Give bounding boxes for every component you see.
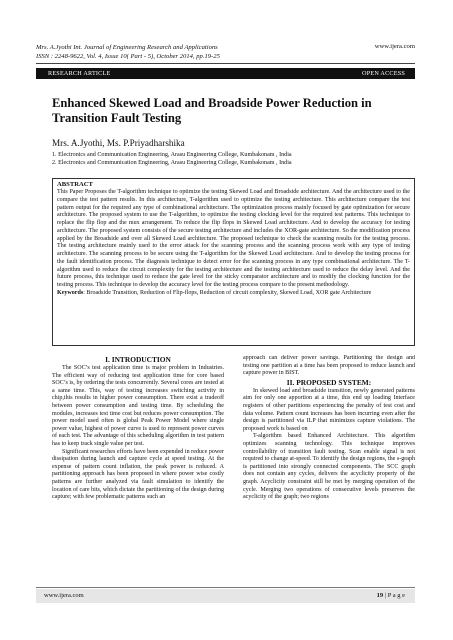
abstract-box (52, 178, 415, 346)
proposed-paragraph-1: In skewed load and broadside transition, newly generated patterns aim for only one apportion at a time, this end up loading Interface registers of other partitions experiencing the penalty of test cost and data volume. Pattern count increases has been incurring even after the design is partitioned via ILP that minimizes capture violations. The proposed work is based on (243, 387, 415, 432)
open-access-label: OPEN ACCESS (362, 70, 405, 77)
page-number-value: 19 (376, 592, 384, 599)
issn-line: ISSN : 2248-9622, Vol. 4, Issue 10( Part - 5), October 2014, pp.19-25 (36, 53, 220, 60)
page-number (377, 591, 405, 601)
left-column (52, 355, 224, 583)
page-footer (36, 589, 415, 603)
keywords-text: : Broadside Transition, Reduction of Flip-flops, Reduction of circuit complexity, Skewed Load, XOR gate Architecture (83, 289, 372, 296)
keywords-label: Keywords (57, 289, 84, 296)
article-type-band (36, 68, 415, 79)
affiliations (52, 151, 412, 167)
page-label: | P a g e (383, 592, 405, 599)
paper-title: Enhanced Skewed Load and Broadside Power Reduction in Transition Fault Testing (52, 96, 372, 125)
keywords (57, 290, 410, 298)
affiliation-1: 1. Electronics and Communication Engineering, Arasu Engineering College, Kumbakonam , India (52, 152, 292, 158)
running-header (36, 43, 220, 61)
author-list: Mrs. A.Jyothi, Ms. P.Priyadharshika (52, 138, 185, 148)
header-divider (36, 63, 415, 64)
header-site-link[interactable]: www.ijera.com (374, 43, 415, 50)
intro-paragraph-1: The SOC’s test application time is major problem in Industries. The efficient way of reducing test application time for core based SOC’s is, by ordering the tests concurrently. Several cores are tested at a same time. This, way of testing increases switching activity in chip,this results in higher power consumption. There exist a tradeoff between power consumption and testing time. By scheduling the modules, increases test time cost but reduces power consumption. The power model used often is global Peak Power Model where single power value, highest of power curve is used to represent power curves of each test. The advantage of this scheduling algorithm in test pattern has to keep track single value per test. (52, 365, 224, 447)
intro-paragraph-continued: approach can deliver power savings. Partitioning the design and testing one partition at a time has been proposed to reduce launch and capture power in BIST. (243, 355, 415, 377)
research-article-label: RESEARCH ARTICLE (48, 70, 111, 77)
journal-line: Mrs. A.Jyothi Int. Journal of Engineering Research and Applications (36, 44, 218, 51)
right-column (243, 355, 415, 583)
proposed-system-heading: II. PROPOSED SYSTEM: (286, 377, 372, 387)
abstract-text: This Paper Proposes the T-algorithm technique to optimize the testing Skewed Load and Broadside architecture. And the architecture used to the compare the test pattern results. In this architecture, T-algorithm used to optimize the testing architecture. This architecture compare the test pattern output for the required any type of combinational architecture. The optimization process mainly focused by gate optimization for secure architecture. The proposed system to use the T-algorithm, to optimize the testing clocking level for the required test patterns. This technique to replace the flip flop and the mux arrangement. To reduce the flip flops in Skewed Load architecture. And to develop the accuracy for testing architecture. The proposed system consists of the secure testing architecture and includes the XOR-gate architecture. So the modification process applied by the Broadside and over all Skewed Load architecture. The proposed technique to check the scanning results for the testing process. The testing architecture mainly used to the error attack for the scanning process and the scanning process work with any type of testing architecture. The scanning process to be secure using the T-algorithm for the Skewed Load architecture. And to develop the testing process for the fault identification process. The diagnosis technique to detect error for the scanning process in any type combinational architecture. The T-algorithm used to reduce the circuit complexity for the testing architecture and the testing architecture used to reduce the delay level. And the future process, this technique used to reduce the gate level for the sticky comparator architecture and to modify the clocking function for the testing process. This technique to develop the accuracy level for the testing process compare to the present methodology. (57, 189, 410, 288)
intro-paragraph-2: Significant researches efforts have been expended in reduce power dissipation during launch and capture cycle at speed testing. At the expense of pattern count inflation, the peak power is reduced. A partitioning approach has been proposed in where power wise costly patterns are further analyzed via fault simulation to identify the location of care bits, which dictate the partitioning of the design during capture; with few problematic patterns such an (52, 448, 224, 501)
footer-divider (36, 587, 415, 588)
abstract-heading: ABSTRACT (57, 181, 93, 188)
footer-site-link[interactable]: www.ijera.com (44, 592, 84, 599)
proposed-paragraph-2: T-algorithm based Enhanced Architecture. This algorithm optimizes scanning technology. This technique improves controllability of transition fault testing. Scan enable signal is not required to change at-speed. To identify the design regions, the s-graph is partitioned into strongly connected components. The SCC graph does not contain any cycles, delivers the acyclicity property of the graph. Acyclicity constraint still be met by merging operation of the cycle. Merging two operations of consecutive levels preserves the acyclicity of the graph; two regions (243, 433, 415, 501)
affiliation-2: 2. Electronics and Communication Engineering, Arasu Engineering College, Kumbakonam , India (52, 160, 292, 167)
introduction-heading: I. INTRODUCTION (105, 355, 171, 364)
